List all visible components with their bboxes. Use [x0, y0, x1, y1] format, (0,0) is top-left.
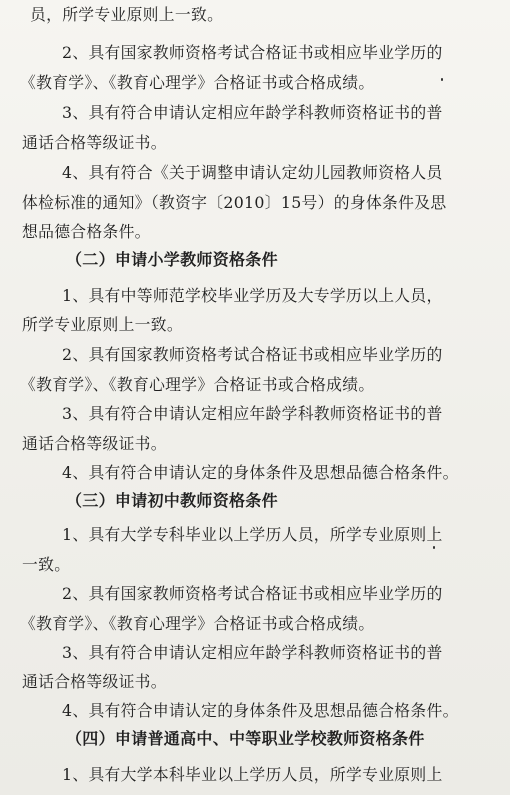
text-line: 一致。: [22, 555, 71, 574]
section-heading-senior-high-vocational: （四）申请普通高中、中等职业学校教师资格条件: [66, 729, 425, 748]
text-line-item-4: 4、具有符合《关于调整申请认定幼儿园教师资格人员: [62, 163, 443, 182]
text-line-continuation: 员，所学专业原则上一致。: [30, 5, 224, 24]
text-line-item-3: 3、具有符合申请认定相应年龄学科教师资格证书的普: [62, 643, 443, 662]
text-line-item-1: 1、具有中等师范学校毕业学历及大专学历以上人员，: [62, 286, 443, 305]
text-line-item-4: 4、具有符合申请认定的身体条件及思想品德合格条件。: [62, 463, 459, 482]
text-line-item-4: 4、具有符合申请认定的身体条件及思想品德合格条件。: [62, 701, 459, 720]
text-line-item-2: 2、具有国家教师资格考试合格证书或相应毕业学历的: [62, 345, 443, 364]
text-line: 《教育学》、《教育心理学》合格证书或合格成绩。: [20, 375, 375, 394]
scan-speck: [433, 546, 435, 549]
text-line: 通话合格等级证书。: [22, 434, 167, 453]
text-line: 《教育学》、《教育心理学》合格证书或合格成绩。: [20, 614, 375, 633]
text-line-item-1: 1、具有大学本科毕业以上学历人员，所学专业原则上: [62, 765, 443, 784]
text-line: 想品德合格条件。: [22, 222, 151, 241]
text-line-item-3: 3、具有符合申请认定相应年龄学科教师资格证书的普: [62, 404, 443, 423]
text-line: 所学专业原则上一致。: [22, 315, 183, 334]
text-line: 通话合格等级证书。: [22, 672, 167, 691]
text-line-item-2: 2、具有国家教师资格考试合格证书或相应毕业学历的: [62, 584, 443, 603]
text-line-item-2: 2、具有国家教师资格考试合格证书或相应毕业学历的: [62, 43, 443, 62]
text-line: 《教育学》、《教育心理学》合格证书或合格成绩。: [20, 73, 375, 92]
section-heading-junior-middle-school: （三）申请初中教师资格条件: [66, 491, 278, 510]
text-line-item-1: 1、具有大学专科毕业以上学历人员，所学专业原则上: [62, 525, 443, 544]
scan-speck: [441, 78, 443, 81]
text-line: 体检标准的通知》（教资字〔2010〕15号）的身体条件及思: [22, 193, 447, 212]
text-line: 通话合格等级证书。: [22, 133, 167, 152]
section-heading-primary-school: （二）申请小学教师资格条件: [66, 250, 278, 269]
text-line-item-3: 3、具有符合申请认定相应年龄学科教师资格证书的普: [62, 103, 443, 122]
